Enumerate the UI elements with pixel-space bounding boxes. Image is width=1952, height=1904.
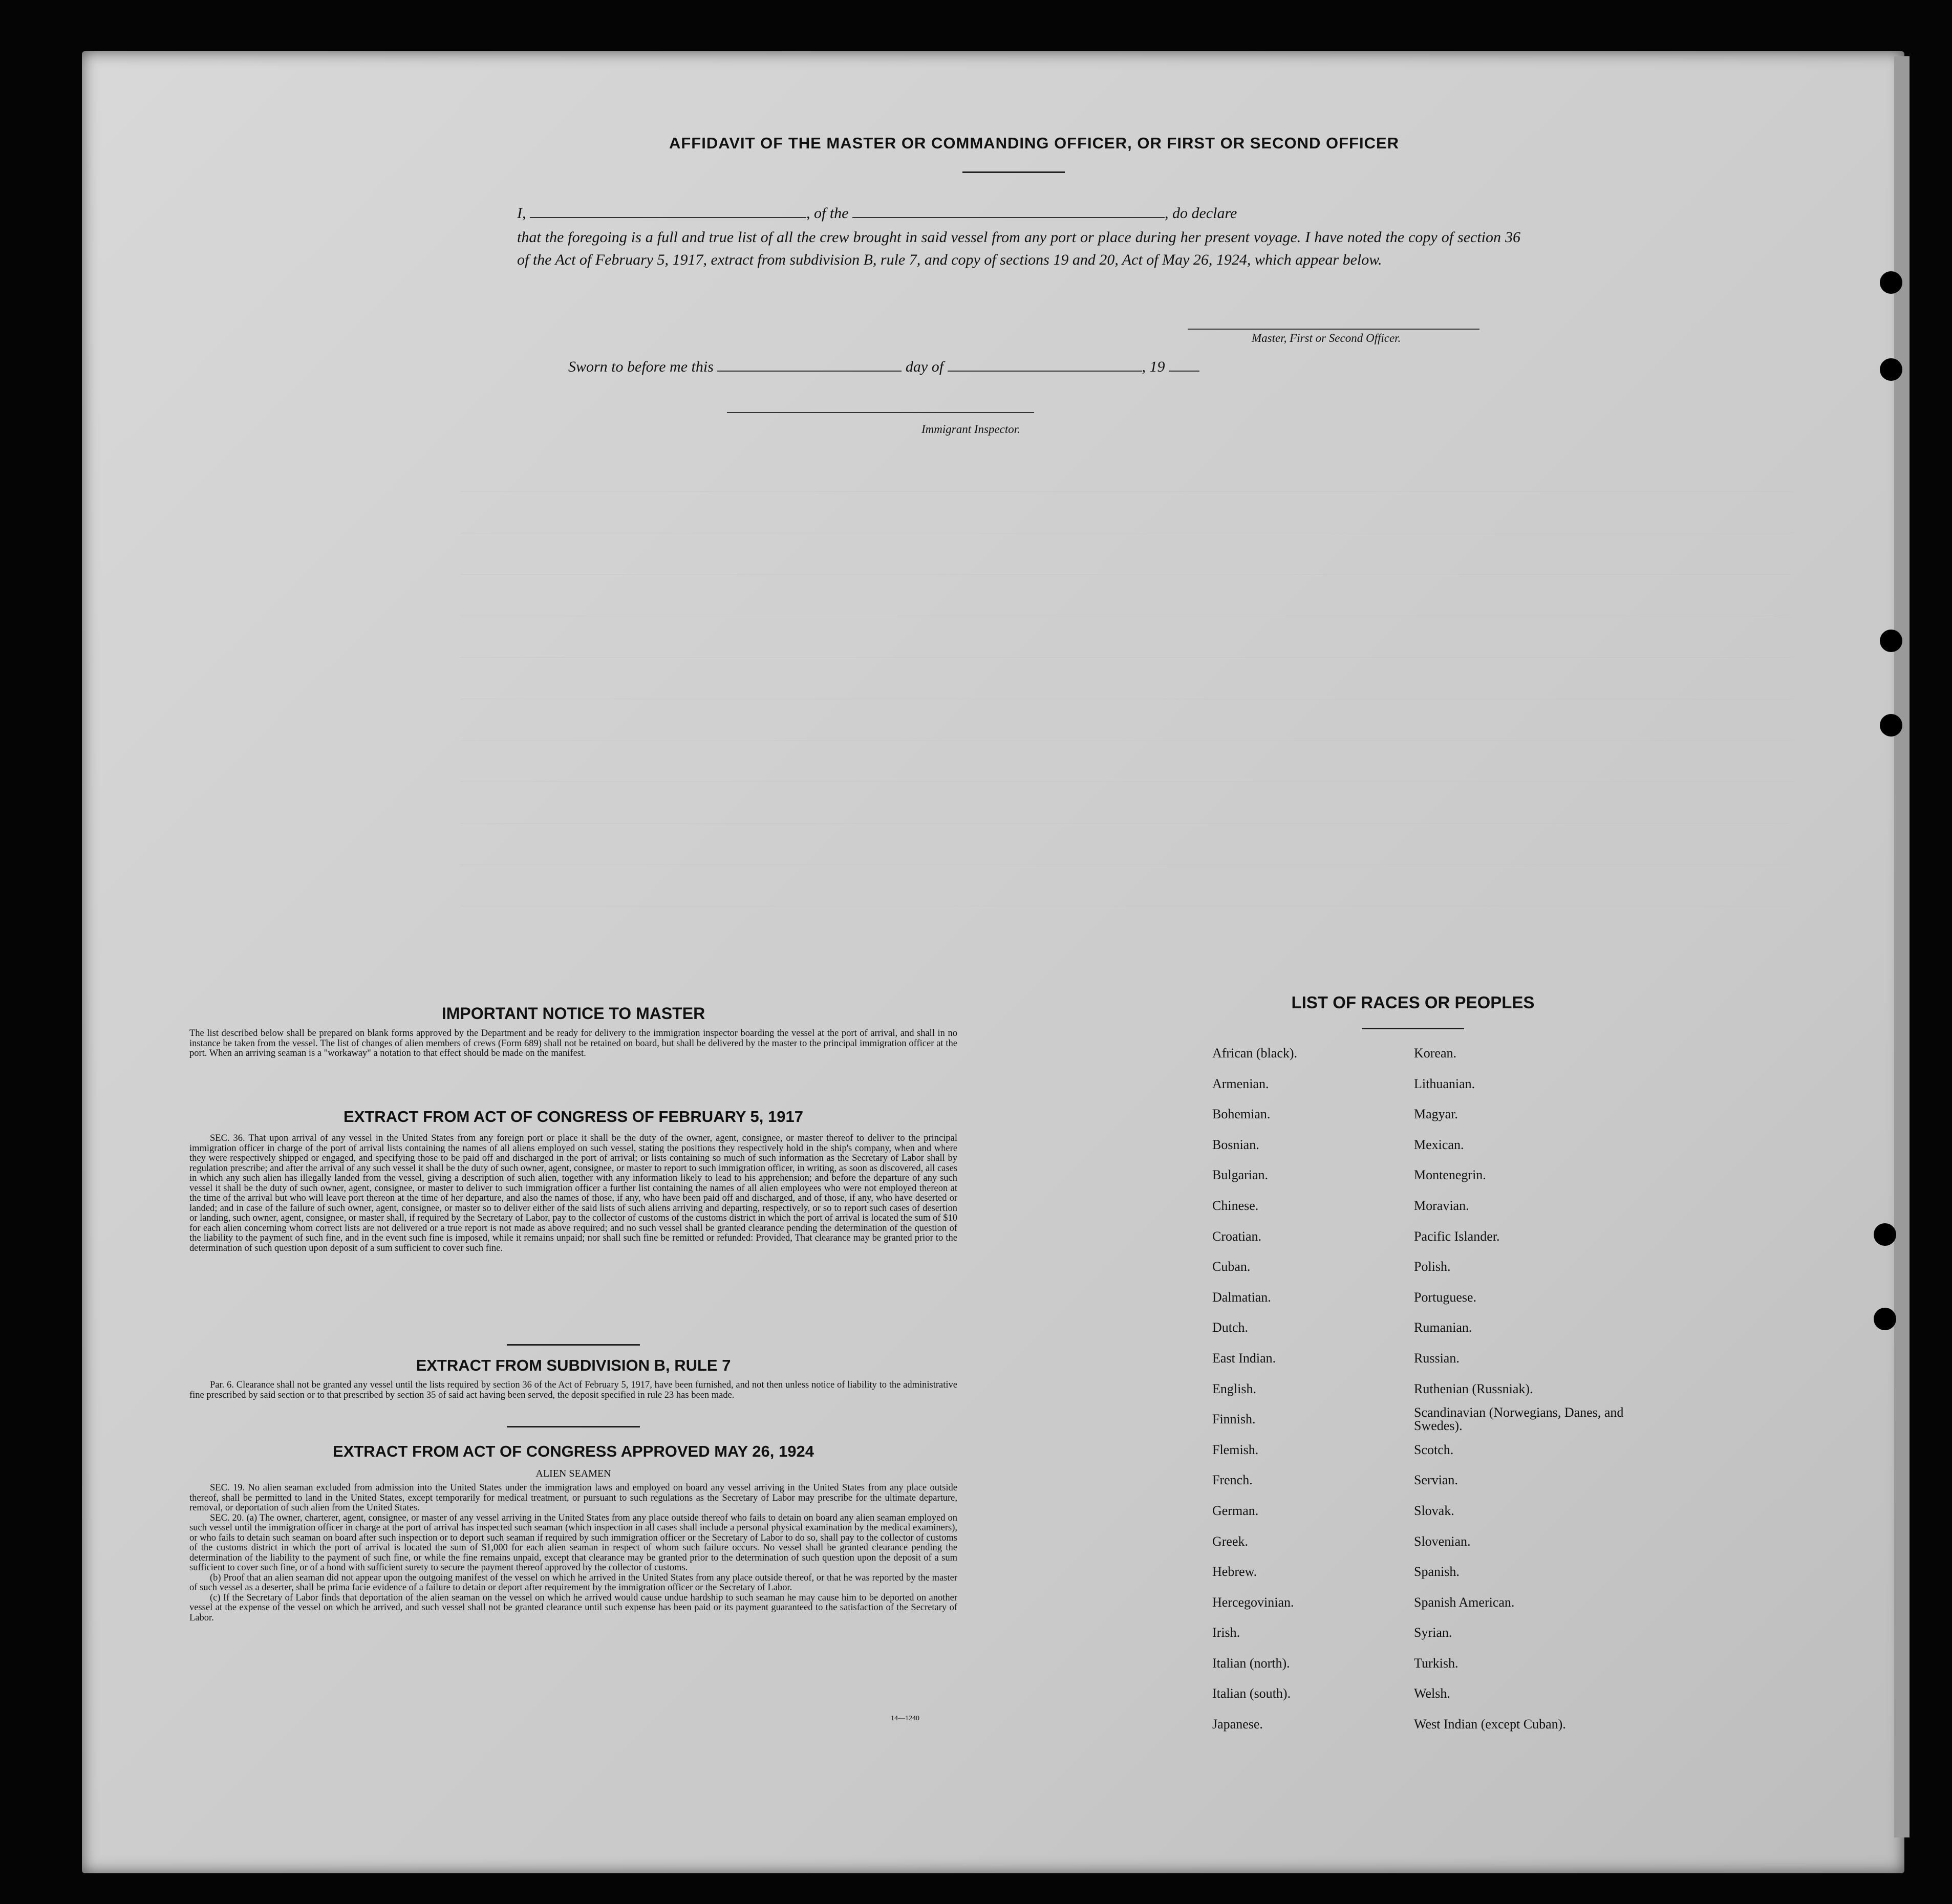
race-item: Scandinavian (Norwegians, Danes, and Swedes). bbox=[1414, 1405, 1624, 1434]
race-item: Bulgarian. bbox=[1212, 1167, 1269, 1183]
punch-hole bbox=[1880, 714, 1902, 737]
race-item: Lithuanian. bbox=[1414, 1076, 1475, 1091]
sworn-year-field[interactable] bbox=[1169, 371, 1199, 372]
divider bbox=[507, 1426, 640, 1427]
year-label: , 19 bbox=[1142, 358, 1165, 375]
punch-hole bbox=[1874, 1308, 1896, 1330]
inspector-signature-line[interactable] bbox=[727, 411, 1034, 413]
race-item: French. bbox=[1212, 1473, 1253, 1488]
race-item: Hebrew. bbox=[1212, 1564, 1257, 1580]
race-item: Hercegovinian. bbox=[1212, 1594, 1294, 1610]
sec-19: SEC. 19. No alien seaman excluded from admission into the United States under the immigration laws and employed on board any vessel arriving in the United States from any place outside thereof, shall be permitted to land in the United States, except temporarily for medical treatment, or pursuant to such regulations as the Secretary of Labor may prescribe for the ultimate departure, removal, or deportation of such alien from the United States. bbox=[189, 1483, 957, 1513]
sec-20a: SEC. 20. (a) The owner, charterer, agent, consignee, or master of any vessel arriving in the United States from any place outside thereof who fails to detain on board any alien seaman employed on such vessel until the immigration officer in charge at the port of arrival has inspected such seaman (which inspection in all cases shall include a personal physical examination by the medical examiners), or who fails to detain such seaman on board after such inspection or to deport such seaman if required by such immigration officer or the Secretary of Labor to do so, shall pay to the collector of customs of the customs district in which the port of arrival is located the sum of $1,000 for each alien seaman in respect of whom such failure occurs. No vessel shall be granted clearance pending the determination of the liability to the payment of such fine, or while the fine remains unpaid, except that clearance may be granted prior to the determination of such question upon the deposit of a sum sufficient to cover such fine, or of a bond with sufficient surety to secure the payment thereof approved by the collector of customs. bbox=[189, 1512, 957, 1573]
race-item: Montenegrin. bbox=[1414, 1167, 1486, 1183]
affidavit-title: AFFIDAVIT OF THE MASTER OR COMMANDING OFFICER, OR FIRST OR SECOND OFFICER bbox=[669, 134, 1400, 152]
races-left-column bbox=[1212, 1038, 1407, 1740]
divider bbox=[507, 1344, 640, 1346]
race-item: German. bbox=[1212, 1503, 1259, 1518]
punch-hole bbox=[1874, 1223, 1896, 1246]
race-item: Italian (south). bbox=[1212, 1686, 1291, 1701]
sec-20c: (c) If the Secretary of Labor finds that deportation of the alien seaman on the vessel on which he arrived would cause undue hardship to such seaman he may cause him to be deported on another vessel at the expense of the vessel on which he arrived, and such vessel shall not be granted clearance until such expense has been paid or its payment guaranteed to the satisfaction of the Secretary of Labor. bbox=[189, 1592, 957, 1623]
inspector-label: Immigrant Inspector. bbox=[921, 423, 1020, 436]
race-item: Scotch. bbox=[1414, 1442, 1454, 1457]
rule7-title: EXTRACT FROM SUBDIVISION B, RULE 7 bbox=[416, 1356, 731, 1374]
race-item: Armenian. bbox=[1212, 1076, 1269, 1091]
race-item: Dutch. bbox=[1212, 1320, 1249, 1335]
sworn-day-field[interactable] bbox=[717, 371, 902, 372]
divider bbox=[1362, 1028, 1464, 1029]
race-item: African (black). bbox=[1212, 1046, 1298, 1061]
title-divider bbox=[962, 171, 1065, 173]
race-item: Spanish American. bbox=[1414, 1594, 1515, 1610]
race-item: West Indian (except Cuban). bbox=[1414, 1717, 1566, 1732]
extract-1917-title: EXTRACT FROM ACT OF CONGRESS OF FEBRUARY 5, 1917 bbox=[344, 1108, 803, 1126]
race-item: Magyar. bbox=[1414, 1107, 1458, 1122]
name-field[interactable] bbox=[530, 217, 806, 218]
race-item: Ruthenian (Russniak). bbox=[1414, 1381, 1533, 1396]
do-declare-label: , do declare bbox=[1165, 205, 1237, 222]
punch-hole bbox=[1880, 358, 1902, 381]
race-item: Rumanian. bbox=[1414, 1320, 1472, 1335]
rule7-body: Par. 6. Clearance shall not be granted any vessel until the lists required by section 36 of the Act of February 5, 1917, have been furnished, and not then unless notice of liability to the administrative fine prescribed by said section or to that prescribed by section 35 of said act having been served, the deposit specified in rule 23 has been made. bbox=[189, 1380, 957, 1400]
race-item: Moravian. bbox=[1414, 1198, 1469, 1213]
race-item: Croatian. bbox=[1212, 1228, 1262, 1244]
race-item: Syrian. bbox=[1414, 1625, 1452, 1640]
races-title: LIST OF RACES OR PEOPLES bbox=[1291, 993, 1535, 1012]
race-item: Polish. bbox=[1414, 1259, 1451, 1274]
affidavit-line-1 bbox=[517, 205, 1520, 222]
affidavit-body: that the foregoing is a full and true list of all the crew brought in said vessel from any port or place during her present voyage. I have noted the copy of section 36 of the Act of February 5, 1917, extract from subdivision B, rule 7, and copy of sections 19 and 20, Act of May 26, 1924, which appear below. bbox=[517, 229, 1520, 268]
race-item: Finnish. bbox=[1212, 1412, 1256, 1427]
notice-title: IMPORTANT NOTICE TO MASTER bbox=[441, 1004, 705, 1023]
bleed-through-text bbox=[461, 450, 1792, 906]
race-item: Welsh. bbox=[1414, 1686, 1450, 1701]
race-item: Servian. bbox=[1414, 1473, 1458, 1488]
race-item: Italian (north). bbox=[1212, 1655, 1290, 1671]
race-item: Flemish. bbox=[1212, 1442, 1259, 1457]
signature-label: Master, First or Second Officer. bbox=[1252, 332, 1401, 344]
extract-1917-body: SEC. 36. That upon arrival of any vessel in the United States from any foreign port or place it shall be the duty of the owner, agent, consignee, or master thereof to deliver to the principal immigration officer in charge of the port of arrival lists containing the names of all aliens employed on such vessel, stating the positions they respectively hold in the ship's company, when and where they were respectively shipped or engaged, and specifying those to be paid off and discharged in the port of arrival; or lists containing so much of such information as the Secretary of Labor shall by regulation prescribe; and after the arrival of any such vessel it shall be the duty of such owner, agent, consignee, or master to report to such immigration officer, in writing, as soon as discovered, all cases in which any such alien has illegally landed from the vessel, giving a description of such alien, together with any information likely to lead to his apprehension; and before the departure of any such vessel it shall be the duty of such owner, agent, consignee, or master to deliver to such immigration officer a further list containing the names of all alien employees who were not employed thereon at the time of the arrival but who will leave port thereon at the time of her departure, and also the names of those, if any, who have been paid off and discharged, and of those, if any, who have deserted or landed; and in case of the failure of such owner, agent, consignee, or master so to deliver either of the said lists of such aliens arriving and departing, respectively, or so to report such cases of desertion or landing, such owner, agent, consignee, or master shall, if required by the Secretary of Labor, pay to the collector of customs of the customs district in which the port of arrival is located the sum of $10 for each alien concerning whom correct lists are not delivered or a true report is not made as above required; and no such vessel shall be granted clearance pending the determination of the question of the liability to the payment of such fine, and in the event such fine is imposed, while it remains unpaid; nor shall such fine be remitted or refunded: Provided, That clearance may be granted prior to the determination of such question upon deposit of a sum sufficient to cover such fine. bbox=[189, 1133, 957, 1253]
race-item: Cuban. bbox=[1212, 1259, 1251, 1274]
alien-seamen-subtitle: ALIEN SEAMEN bbox=[535, 1468, 611, 1479]
signature-line[interactable] bbox=[1188, 328, 1479, 330]
race-item: Irish. bbox=[1212, 1625, 1240, 1640]
vessel-field[interactable] bbox=[852, 217, 1165, 218]
race-item: Korean. bbox=[1414, 1046, 1457, 1061]
race-item: Mexican. bbox=[1414, 1137, 1464, 1152]
race-item: Greek. bbox=[1212, 1533, 1249, 1549]
race-item: Slovak. bbox=[1414, 1503, 1454, 1518]
race-item: English. bbox=[1212, 1381, 1256, 1396]
punch-hole bbox=[1880, 271, 1902, 294]
race-item: Pacific Islander. bbox=[1414, 1228, 1500, 1244]
races-right-column bbox=[1414, 1038, 1629, 1740]
race-item: Slovenian. bbox=[1414, 1533, 1471, 1549]
race-item: Japanese. bbox=[1212, 1717, 1263, 1732]
sec-20b: (b) Proof that an alien seaman did not appear upon the outgoing manifest of the vessel on which he arrived in the United States from any place outside thereof, or that he was reported by the master of such vessel as a deserter, shall be prima facie evidence of a failure to detain or deport after requirement by the immigration officer or the Secretary of Labor. bbox=[189, 1572, 957, 1593]
race-item: Bosnian. bbox=[1212, 1137, 1259, 1152]
notice-body: The list described below shall be prepared on blank forms approved by the Department and be ready for delivery to the immigration inspector boarding the vessel at the port of arrival, and shall in no instance be taken from the vessel. The list of changes of alien members of crews (Form 689) shall not be retained on board, but shall be delivered by the master to the principal immigration officer at the port. When an arriving seaman is a "workaway" a notation to that effect should be made on the manifest. bbox=[189, 1028, 957, 1058]
sworn-label: Sworn to before me this bbox=[568, 358, 714, 375]
race-item: East Indian. bbox=[1212, 1350, 1276, 1366]
punch-hole bbox=[1880, 630, 1902, 652]
extract-1924-title: EXTRACT FROM ACT OF CONGRESS APPROVED MAY 26, 1924 bbox=[333, 1442, 814, 1460]
page-edge bbox=[1894, 56, 1910, 1837]
sworn-line bbox=[568, 358, 1336, 376]
extract-1924-sections bbox=[189, 1483, 957, 1623]
race-item: Russian. bbox=[1414, 1350, 1460, 1366]
of-the-label: , of the bbox=[806, 205, 849, 222]
sworn-month-field[interactable] bbox=[948, 371, 1142, 372]
day-of-label: day of bbox=[905, 358, 944, 375]
i-label: I, bbox=[517, 205, 526, 222]
race-item: Dalmatian. bbox=[1212, 1289, 1271, 1305]
race-item: Turkish. bbox=[1414, 1655, 1458, 1671]
form-number: 14—1240 bbox=[891, 1715, 919, 1722]
race-item: Chinese. bbox=[1212, 1198, 1259, 1213]
race-item: Spanish. bbox=[1414, 1564, 1460, 1580]
race-item: Portuguese. bbox=[1414, 1289, 1477, 1305]
race-item: Bohemian. bbox=[1212, 1107, 1271, 1122]
